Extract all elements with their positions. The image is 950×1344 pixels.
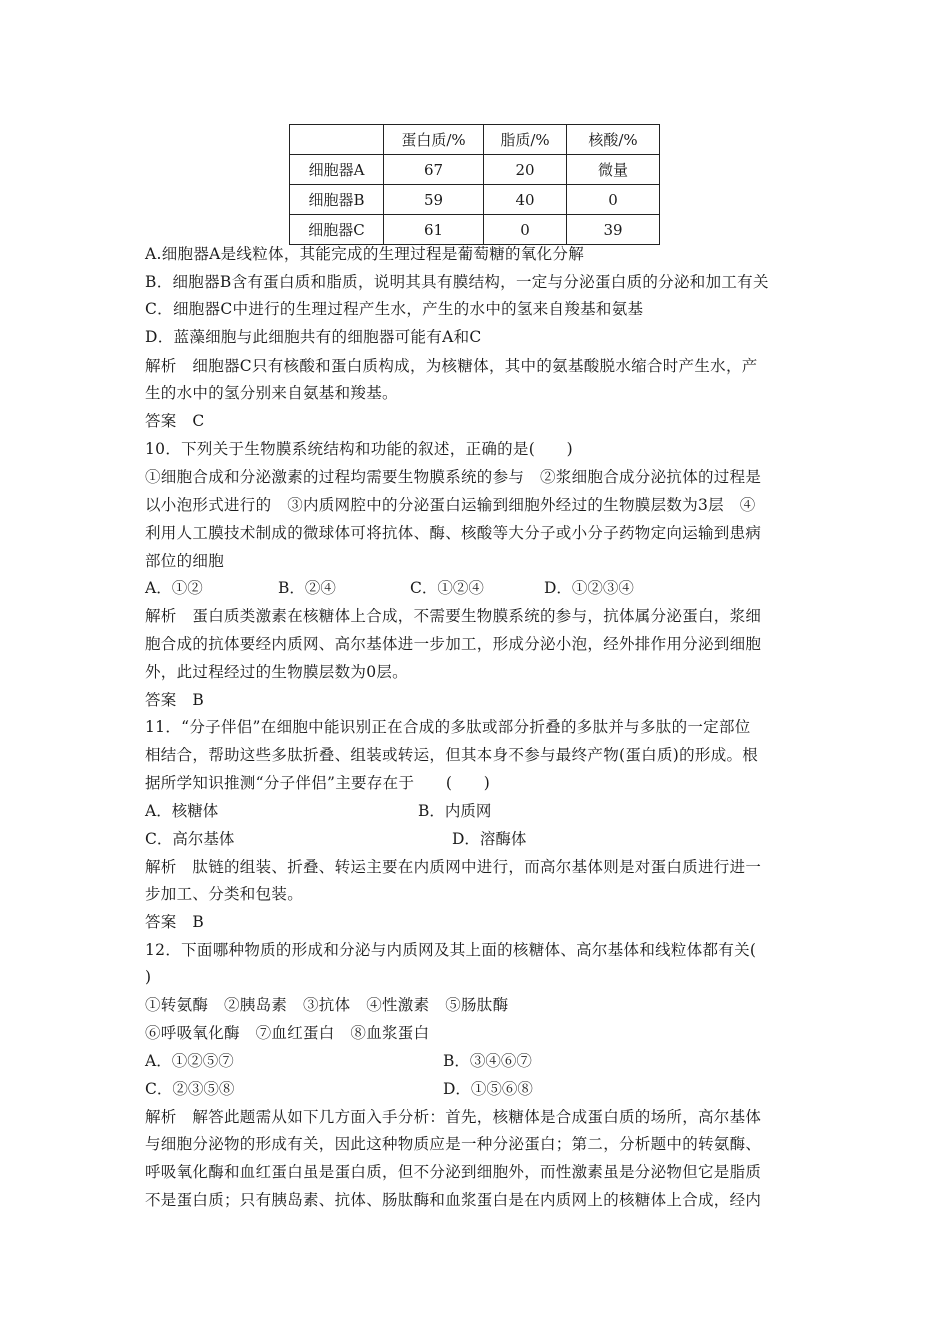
q10-body-line: 利用人工膜技术制成的微球体可将抗体、酶、核酸等大分子或小分子药物定向运输到患病 bbox=[145, 524, 762, 542]
table-cell: 细胞器C bbox=[290, 215, 384, 245]
table-cell: 61 bbox=[384, 215, 484, 245]
table-cell: 67 bbox=[384, 155, 484, 185]
q12-stem-line: ) bbox=[145, 968, 152, 986]
q10-analysis-line: 解析 蛋白质类激素在核糖体上合成，不需要生物膜系统的参与，抗体属分泌蛋白，浆细 bbox=[145, 607, 762, 625]
q10-body-line: 部位的细胞 bbox=[145, 552, 225, 570]
q11-option-d: D．溶酶体 bbox=[452, 830, 527, 848]
q10-analysis-line: 胞合成的抗体要经内质网、高尔基体进一步加工，形成分泌小泡，经外排作用分泌到细胞 bbox=[145, 635, 762, 653]
q10-body-line: 以小泡形式进行的 ③内质网腔中的分泌蛋白运输到细胞外经过的生物膜层数为3层 ④ bbox=[145, 496, 756, 514]
q11-stem-line: 11．“分子伴侣”在细胞中能识别正在合成的多肽或部分折叠的多肽并与多肽的一定部位 bbox=[145, 718, 751, 736]
q12-items-line: ⑥呼吸氧化酶 ⑦血红蛋白 ⑧血浆蛋白 bbox=[145, 1024, 430, 1042]
q12-items-line: ①转氨酶 ②胰岛素 ③抗体 ④性激素 ⑤肠肽酶 bbox=[145, 996, 509, 1014]
table-cell: 0 bbox=[484, 215, 567, 245]
q11-answer: 答案 B bbox=[145, 913, 205, 931]
q12-analysis-line: 解析 解答此题需从如下几方面入手分析：首先，核糖体是合成蛋白质的场所，高尔基体 bbox=[145, 1108, 762, 1126]
q12-stem-line: 12．下面哪种物质的形成和分泌与内质网及其上面的核糖体、高尔基体和线粒体都有关( bbox=[145, 941, 757, 959]
table-header-cell: 蛋白质/% bbox=[384, 125, 484, 155]
table-header-cell: 脂质/% bbox=[484, 125, 567, 155]
q10-body-line: ①细胞合成和分泌激素的过程均需要生物膜系统的参与 ②浆细胞合成分泌抗体的过程是 bbox=[145, 468, 762, 486]
table-row bbox=[290, 215, 660, 245]
q11-analysis-line: 步加工、分类和包装。 bbox=[145, 885, 304, 903]
q12-analysis-line: 不是蛋白质；只有胰岛素、抗体、肠肽酶和血浆蛋白是在内质网上的核糖体上合成，经内 bbox=[145, 1191, 762, 1209]
q11-stem-line: 相结合，帮助这些多肽折叠、组装或转运，但其本身不参与最终产物(蛋白质)的形成。根 bbox=[145, 746, 759, 764]
table-cell: 细胞器A bbox=[290, 155, 384, 185]
q12-option-d: D．①⑤⑥⑧ bbox=[443, 1080, 533, 1098]
q9-option-d: D．蓝藻细胞与此细胞共有的细胞器可能有A和C bbox=[145, 328, 482, 346]
q9-option-a: A.细胞器A是线粒体，其能完成的生理过程是葡萄糖的氧化分解 bbox=[145, 245, 585, 263]
table-header-cell: 核酸/% bbox=[567, 125, 660, 155]
organelle-composition-table bbox=[289, 124, 660, 245]
q12-analysis-line: 呼吸氧化酶和血红蛋白虽是蛋白质，但不分泌到细胞外，而性激素虽是分泌物但它是脂质 bbox=[145, 1163, 762, 1181]
q9-option-b: B．细胞器B含有蛋白质和脂质，说明其具有膜结构，一定与分泌蛋白质的分泌和加工有关 bbox=[145, 273, 769, 291]
table-cell: 39 bbox=[567, 215, 660, 245]
table-row bbox=[290, 185, 660, 215]
q12-option-c: C．②③⑤⑧ bbox=[145, 1080, 235, 1098]
q11-option-c: C．高尔基体 bbox=[145, 830, 235, 848]
q12-analysis-line: 与细胞分泌物的形成有关，因此这种物质应是一种分泌蛋白；第二，分析题中的转氨酶、 bbox=[145, 1135, 762, 1153]
table-cell: 微量 bbox=[567, 155, 660, 185]
table-header-cell bbox=[290, 125, 384, 155]
q11-stem-line: 据所学知识推测“分子伴侣”主要存在于 ( ) bbox=[145, 774, 491, 792]
q10-option-d: D．①②③④ bbox=[544, 579, 634, 597]
q10-analysis-line: 外，此过程经过的生物膜层数为0层。 bbox=[145, 663, 408, 681]
q9-option-c: C．细胞器C中进行的生理过程产生水，产生的水中的氢来自羧基和氨基 bbox=[145, 300, 644, 318]
q10-option-c: C．①②④ bbox=[410, 579, 484, 597]
q11-analysis-line: 解析 肽链的组装、折叠、转运主要在内质网中进行，而高尔基体则是对蛋白质进行进一 bbox=[145, 858, 762, 876]
table-header-row bbox=[290, 125, 660, 155]
table-cell: 细胞器B bbox=[290, 185, 384, 215]
q10-answer: 答案 B bbox=[145, 691, 205, 709]
table-cell: 20 bbox=[484, 155, 567, 185]
q10-option-a: A．①② bbox=[145, 579, 203, 597]
q11-option-a: A．核糖体 bbox=[145, 802, 219, 820]
q10-stem: 10．下列关于生物膜系统结构和功能的叙述，正确的是( ) bbox=[145, 440, 574, 458]
table-cell: 0 bbox=[567, 185, 660, 215]
table-row bbox=[290, 155, 660, 185]
table-cell: 40 bbox=[484, 185, 567, 215]
q12-option-a: A．①②⑤⑦ bbox=[145, 1052, 234, 1070]
q10-option-b: B．②④ bbox=[278, 579, 336, 597]
q12-option-b: B．③④⑥⑦ bbox=[443, 1052, 532, 1070]
q11-option-b: B．内质网 bbox=[418, 802, 492, 820]
q9-analysis-line: 生的水中的氢分别来自氨基和羧基。 bbox=[145, 384, 398, 402]
q9-analysis-line: 解析 细胞器C只有核酸和蛋白质构成，为核糖体，其中的氨基酸脱水缩合时产生水，产 bbox=[145, 357, 758, 375]
q9-answer: 答案 C bbox=[145, 412, 205, 430]
table-cell: 59 bbox=[384, 185, 484, 215]
